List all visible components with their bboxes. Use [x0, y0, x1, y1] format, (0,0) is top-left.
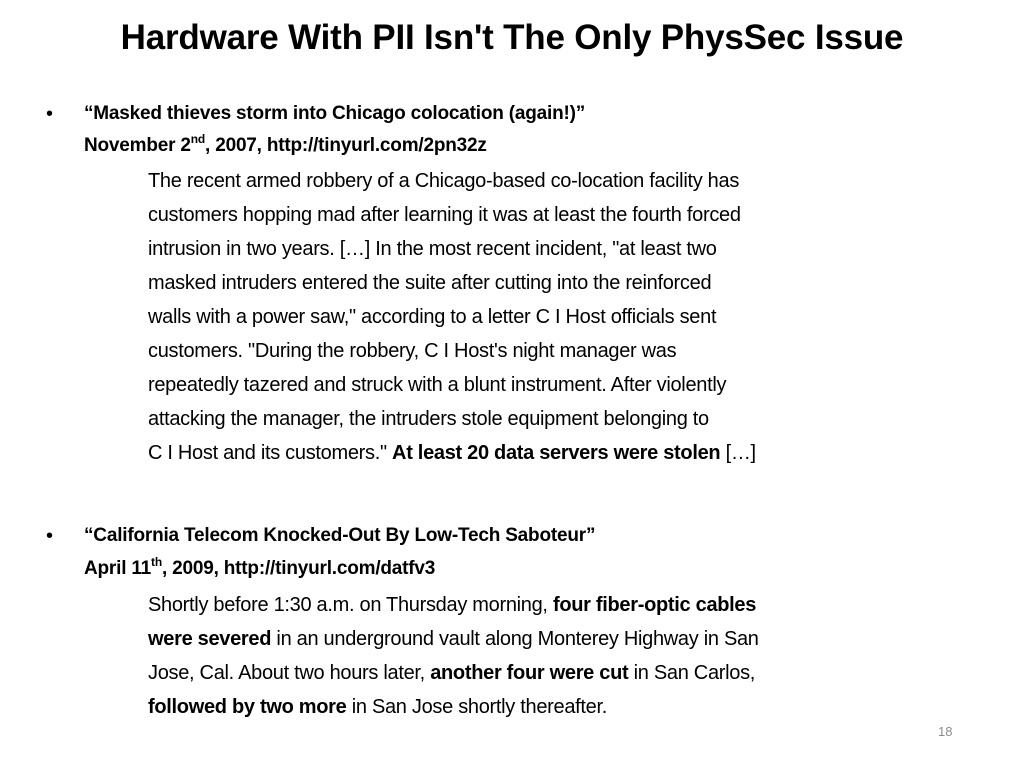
quote-line: customers. "During the robbery, C I Host's night manager was — [148, 340, 677, 362]
article-headline: “California Telecom Knocked-Out By Low-Tech Saboteur” — [84, 525, 596, 546]
date-ordinal: nd — [190, 131, 206, 146]
quote-emphasis: another four were cut — [430, 662, 629, 684]
article-date-line — [84, 552, 435, 586]
quote-emphasis: At least 20 data servers were stolen — [392, 442, 721, 464]
quote-text: Shortly before 1:30 a.m. on Thursday morning, — [148, 594, 553, 616]
quote-text: Jose, Cal. About two hours later, — [148, 662, 431, 684]
bullet-marker: • — [46, 103, 54, 125]
quote-line: walls with a power saw," according to a letter C I Host officials sent — [148, 306, 717, 328]
quote-line — [148, 656, 978, 690]
date-text: April 11 — [84, 558, 152, 579]
article-quote — [148, 588, 978, 724]
article-date-line — [84, 129, 487, 163]
date-ordinal: th — [151, 554, 162, 569]
quote-emphasis: were severed — [148, 628, 272, 650]
quote-line: repeatedly tazered and struck with a blunt instrument. After violently — [148, 374, 727, 396]
quote-text: in an underground vault along Monterey Highway in San — [271, 628, 759, 650]
quote-line: intrusion in two years. […] In the most recent incident, "at least two — [148, 238, 717, 260]
quote-text: in San Carlos, — [628, 662, 756, 684]
article-quote — [148, 164, 978, 470]
quote-line: attacking the manager, the intruders stole equipment belonging to — [148, 408, 709, 430]
date-source-url: , 2007, http://tinyurl.com/2pn32z — [205, 135, 487, 156]
quote-line — [148, 436, 978, 470]
quote-text: in San Jose shortly thereafter. — [346, 696, 608, 718]
article-headline: “Masked thieves storm into Chicago colocation (again!)” — [84, 103, 586, 124]
quote-line: customers hopping mad after learning it was at least the fourth forced — [148, 204, 741, 226]
quote-text: […] — [720, 442, 756, 464]
bullet-marker: • — [46, 525, 54, 547]
date-source-url: , 2009, http://tinyurl.com/datfv3 — [161, 558, 436, 579]
quote-line — [148, 588, 978, 622]
quote-line — [148, 690, 978, 724]
quote-emphasis: followed by two more — [148, 696, 347, 718]
quote-line: masked intruders entered the suite after cutting into the reinforced — [148, 272, 712, 294]
date-text: November 2 — [84, 135, 191, 156]
quote-emphasis: four fiber-optic cables — [552, 594, 757, 616]
slide-page-number: 18 — [938, 724, 953, 739]
quote-line — [148, 622, 978, 656]
quote-line: The recent armed robbery of a Chicago-based co-location facility has — [148, 170, 740, 192]
slide-title: Hardware With PII Isn't The Only PhysSec Issue — [120, 18, 904, 57]
quote-text: C I Host and its customers." — [148, 442, 393, 464]
